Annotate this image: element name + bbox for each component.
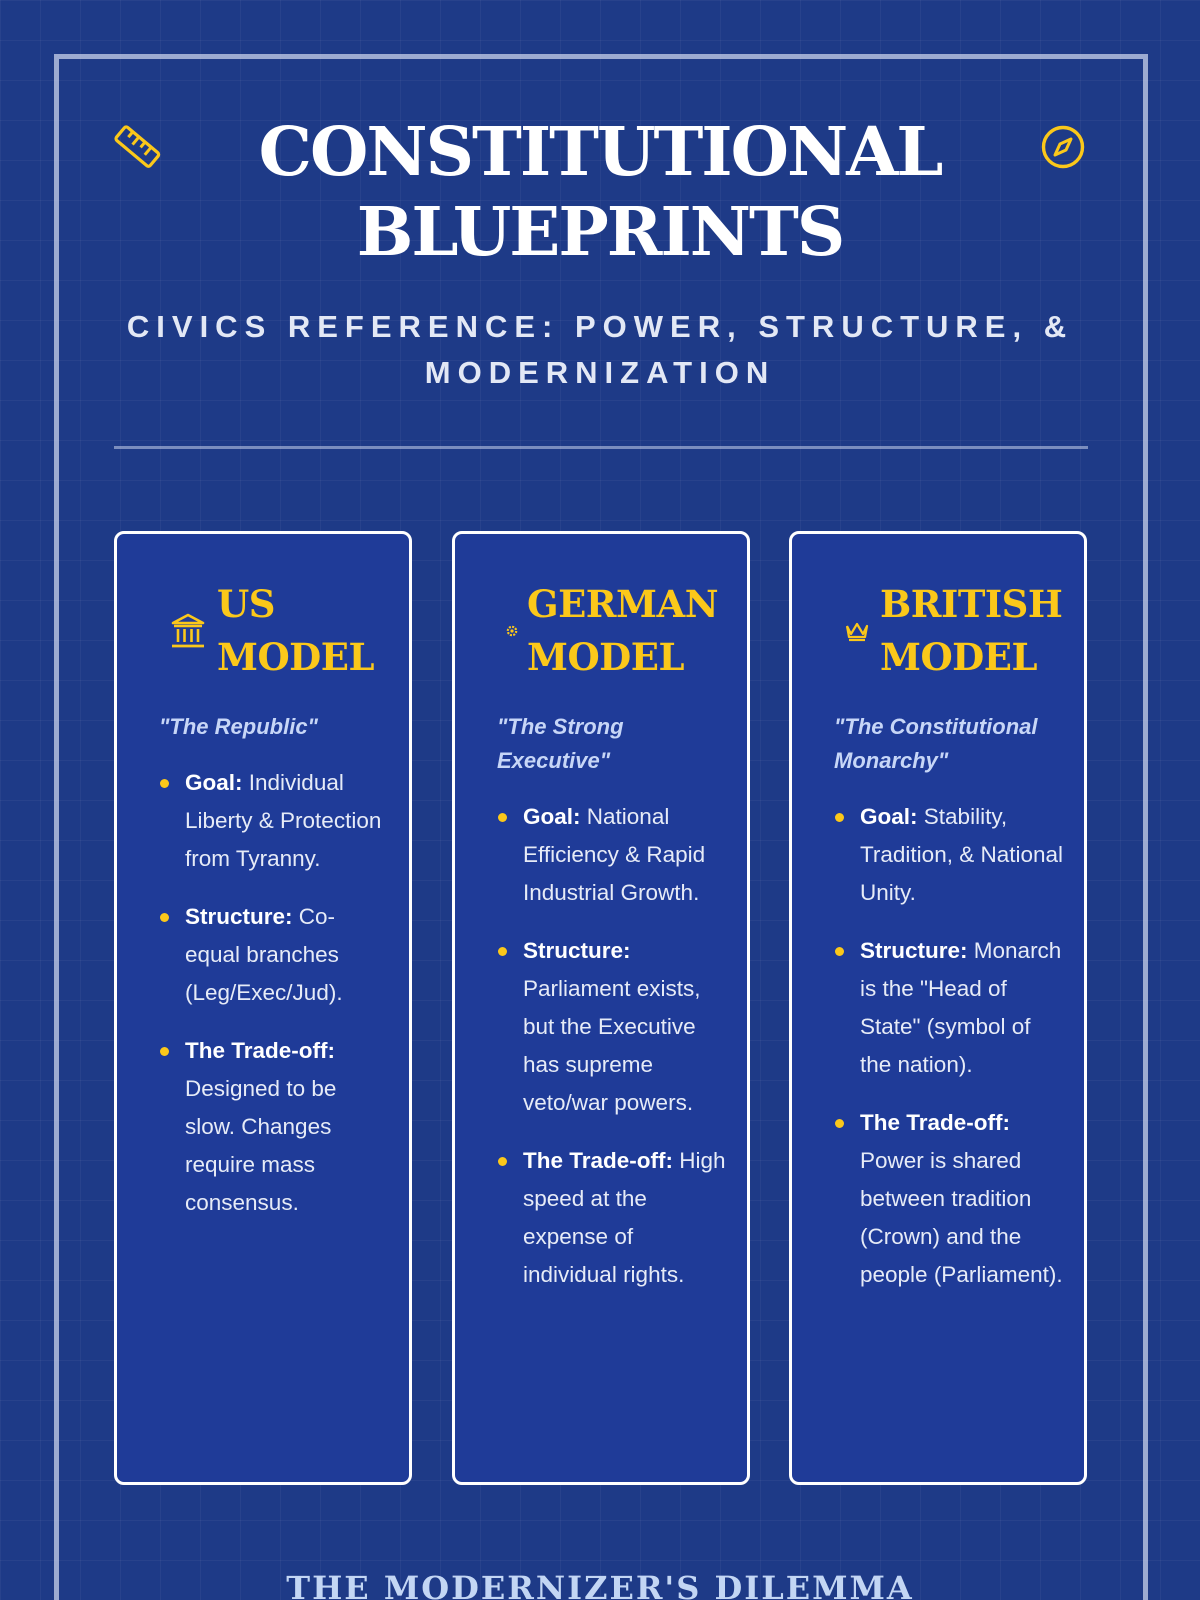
- card-title: [217, 578, 374, 684]
- list-item: [497, 798, 727, 912]
- page-title: [160, 112, 1040, 272]
- section-heading: THE MODERNIZER'S DILEMMA: [286, 1569, 914, 1600]
- card-quote: "The Strong Executive": [497, 714, 624, 773]
- point-text: Monarch is the "Head of State" (symbol of the nation).: [860, 938, 1062, 1077]
- point-text: High speed at the expense of individual rights.: [523, 1148, 726, 1287]
- point-text: Parliament exists, but the Executive has supreme veto/war powers.: [523, 976, 701, 1115]
- gear-icon: [497, 624, 527, 638]
- bullet-dot: [835, 1119, 844, 1128]
- list-item: [159, 764, 389, 878]
- card-quote: "The Constitutional Monarchy": [834, 714, 1038, 773]
- header-divider: [114, 446, 1088, 449]
- point-label: Structure:: [860, 938, 968, 963]
- card-header: [497, 578, 727, 684]
- card-point-list: [497, 798, 727, 1294]
- card-us-model: [114, 531, 412, 1485]
- point-label: Goal:: [185, 770, 243, 795]
- point-text: Power is shared between tradition (Crown) and the people (Parliament).: [860, 1148, 1063, 1287]
- card-quote: "The Republic": [159, 714, 318, 739]
- title-line-1: CONSTITUTIONAL: [258, 112, 942, 191]
- point-label: Goal:: [523, 804, 581, 829]
- point-text: National Efficiency & Rapid Industrial Growth.: [523, 804, 706, 905]
- list-item: [834, 932, 1064, 1084]
- bullet-dot: [835, 947, 844, 956]
- card-title: [880, 578, 1062, 684]
- card-header: [834, 578, 1064, 684]
- card-title-line-2: MODEL: [527, 635, 684, 679]
- card-title-line-1: GERMAN: [527, 582, 719, 626]
- point-label: The Trade-off:: [185, 1038, 335, 1063]
- card-title-line-1: US: [217, 582, 275, 626]
- card-title-line-2: MODEL: [880, 635, 1037, 679]
- point-label: The Trade-off:: [860, 1110, 1010, 1135]
- bullet-dot: [498, 1157, 507, 1166]
- point-text: Co-equal branches (Leg/Exec/Jud).: [185, 904, 343, 1005]
- crown-icon: [834, 620, 880, 642]
- card-title-line-2: MODEL: [217, 635, 374, 679]
- bullet-dot: [498, 947, 507, 956]
- card-german-model: [452, 531, 750, 1485]
- page-subtitle: [90, 304, 1110, 396]
- point-label: Goal:: [860, 804, 918, 829]
- point-label: Structure:: [185, 904, 293, 929]
- card-point-list: [834, 798, 1064, 1294]
- bullet-dot: [835, 813, 844, 822]
- list-item: [497, 932, 727, 1122]
- ruler-icon: [112, 122, 162, 172]
- bullet-dot: [160, 913, 169, 922]
- point-label: The Trade-off:: [523, 1148, 673, 1173]
- card-title-line-1: BRITISH: [880, 582, 1063, 626]
- point-text: Individual Liberty & Protection from Tyranny.: [185, 770, 382, 871]
- card-title: [527, 578, 718, 684]
- list-item: [159, 1032, 389, 1222]
- title-line-2: BLUEPRINTS: [356, 192, 844, 271]
- bullet-dot: [160, 1047, 169, 1056]
- subtitle-line-2: MODERNIZATION: [424, 355, 776, 390]
- point-text: Designed to be slow. Changes require mass consensus.: [185, 1076, 337, 1215]
- card-british-model: [789, 531, 1087, 1485]
- list-item: [497, 1142, 727, 1294]
- point-label: Structure:: [523, 938, 631, 963]
- bullet-dot: [160, 779, 169, 788]
- card-header: [159, 578, 389, 684]
- list-item: [834, 798, 1064, 912]
- subtitle-line-1: CIVICS REFERENCE: POWER, STRUCTURE, &: [126, 309, 1074, 344]
- list-item: [159, 898, 389, 1012]
- point-text: Stability, Tradition, & National Unity.: [860, 804, 1064, 905]
- landmark-icon: [159, 611, 217, 651]
- bullet-dot: [498, 813, 507, 822]
- list-item: [834, 1104, 1064, 1294]
- compass-icon: [1038, 122, 1088, 172]
- card-point-list: [159, 764, 389, 1222]
